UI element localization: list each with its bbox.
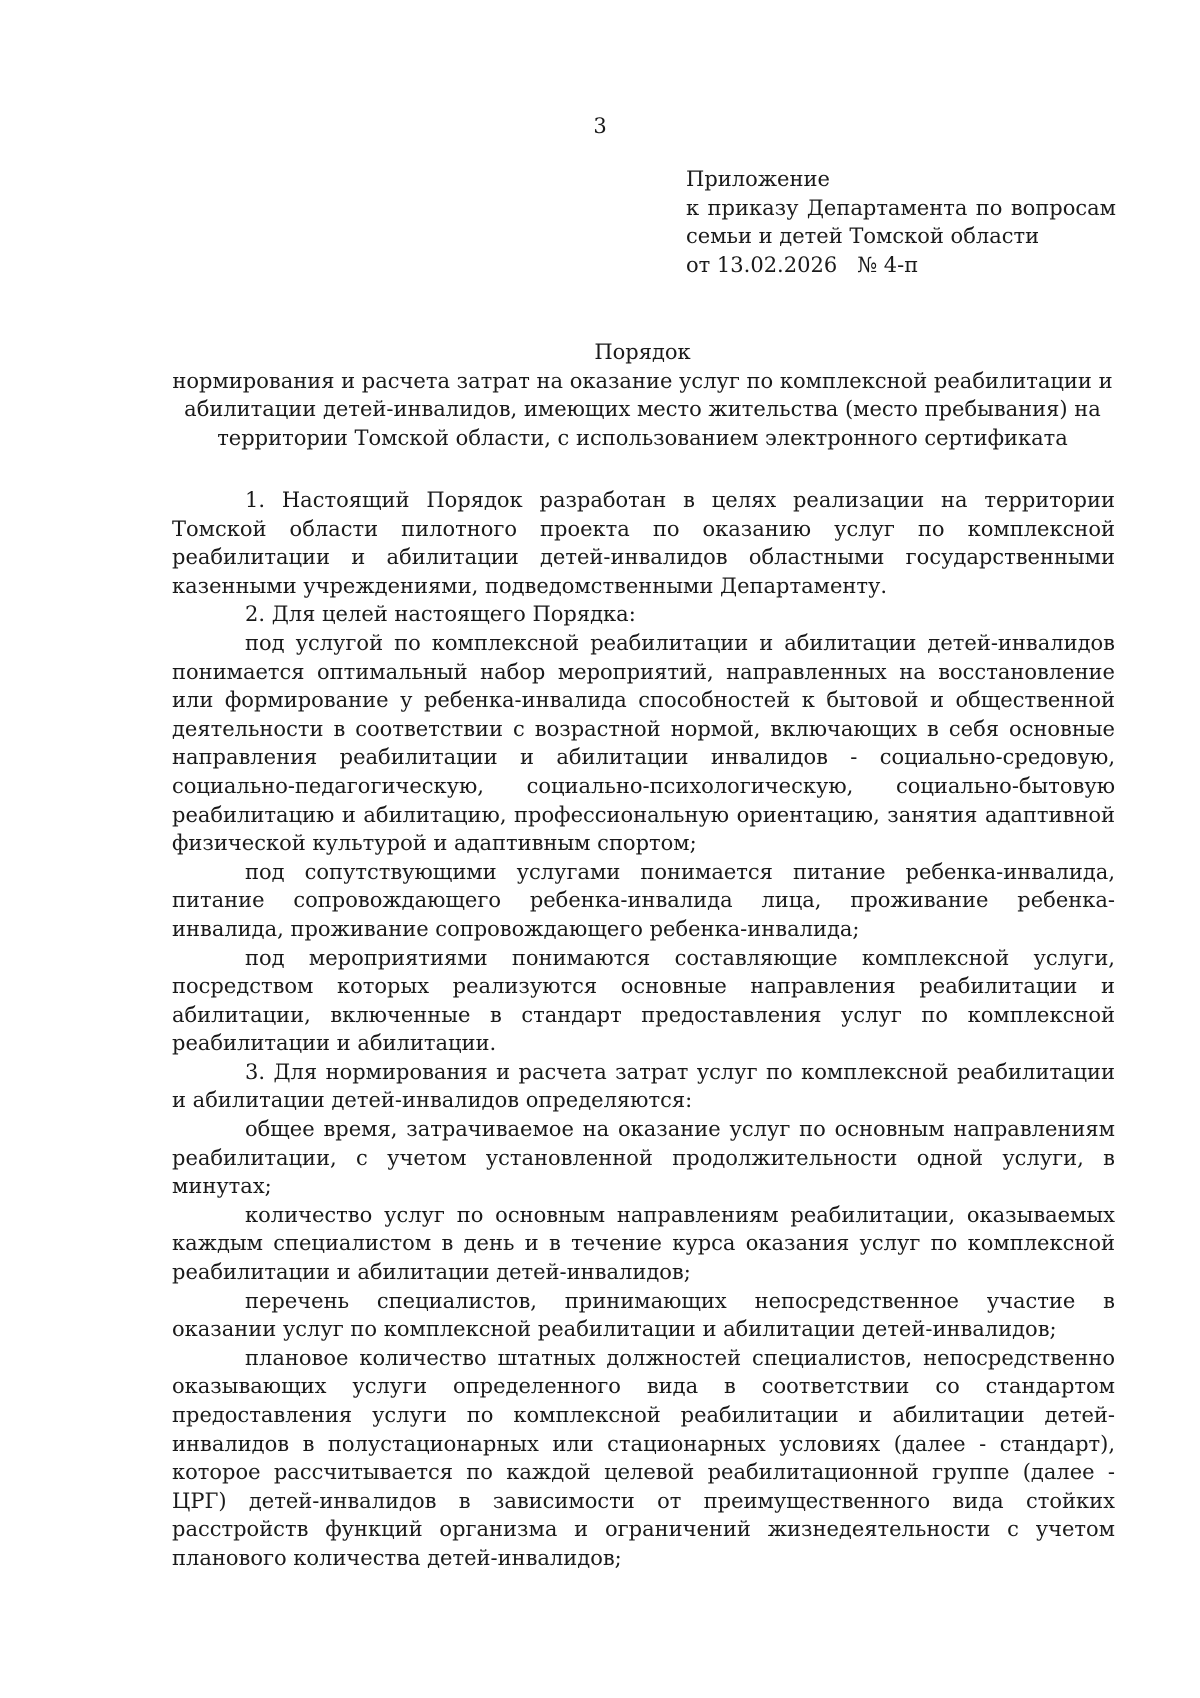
document-body xyxy=(172,486,1115,1573)
paragraph: под услугой по комплексной реабилитации и абилитации детей-инвалидов понимается оптимальный набор мероприятий, направленных на восстановление или формирование у ребенка-инвалида способностей к бытовой и общественной деятельности в соответствии с возрастной нормой, включающих в себя основные направления реабилитации и абилитации инвалидов - социально-средовую, социально-педагогическую, социально-психологическую, социально-бытовую реабилитацию и абилитацию, профессиональную ориентацию, занятия адаптивной физической культурой и адаптивным спортом; xyxy=(172,630,1115,856)
paragraph: под мероприятиями понимаются составляющие комплексной услуги, посредством которых реализуются основные направления реабилитации и абилитации, включенные в стандарт предоставления услуг по комплексной реабилитации и абилитации. xyxy=(172,945,1115,1056)
paragraph: 2. Для целей настоящего Порядка: xyxy=(245,602,636,627)
appendix-department: семьи и детей Томской области xyxy=(686,224,1040,249)
paragraph: 1. Настоящий Порядок разработан в целях реализации на территории Томской области пилотного проекта по оказанию услуг по комплексной реабилитации и абилитации детей-инвалидов областными государственными казенными учреждениями, подведомственными Департаменту. xyxy=(172,488,1115,598)
title-subtitle: нормирования и расчета затрат на оказание услуг по комплексной реабилитации и абилитации детей-инвалидов, имеющих место жительства (место пребывания) на территории Томской области, с использованием электронного сертификата xyxy=(172,368,1113,450)
paragraph: количество услуг по основным направлениям реабилитации, оказываемых каждым специалистом в день и в течение курса оказания услуг по комплексной реабилитации и абилитации детей-инвалидов; xyxy=(172,1202,1115,1285)
appendix-header xyxy=(686,165,1116,279)
page-number: 3 xyxy=(593,114,607,138)
appendix-date-number: от 13.02.2026 № 4-п xyxy=(686,252,919,277)
paragraph: под сопутствующими услугами понимается питание ребенка-инвалида, питание сопровождающего ребенка-инвалида лица, проживание ребенка-инвалида, проживание сопровождающего ребенка-инвалида; xyxy=(172,859,1115,941)
appendix-order-reference: к приказу Департамента по вопросам xyxy=(686,195,1116,220)
document-title xyxy=(170,338,1115,452)
paragraph: общее время, затрачиваемое на оказание услуг по основным направлениям реабилитации, с учетом установленной продолжительности одной услуги, в минутах; xyxy=(172,1117,1115,1199)
paragraph: 3. Для нормирования и расчета затрат услуг по комплексной реабилитации и абилитации детей-инвалидов определяются: xyxy=(172,1059,1115,1113)
title-heading: Порядок xyxy=(594,340,691,364)
paragraph: перечень специалистов, принимающих непосредственное участие в оказании услуг по комплексной реабилитации и абилитации детей-инвалидов; xyxy=(172,1288,1115,1342)
paragraph: плановое количество штатных должностей специалистов, непосредственно оказывающих услуги определенного вида в соответствии со стандартом предоставления услуги по комплексной реабилитации и абилитации детей-инвалидов в полустационарных или стационарных условиях (далее - стандарт), которое рассчитывается по каждой целевой реабилитационной группе (далее - ЦРГ) детей-инвалидов в зависимости от преимущественного вида стойких расстройств функций организма и ограничений жизнедеятельности с учетом планового количества детей-инвалидов; xyxy=(172,1345,1115,1570)
appendix-label: Приложение xyxy=(686,167,830,191)
